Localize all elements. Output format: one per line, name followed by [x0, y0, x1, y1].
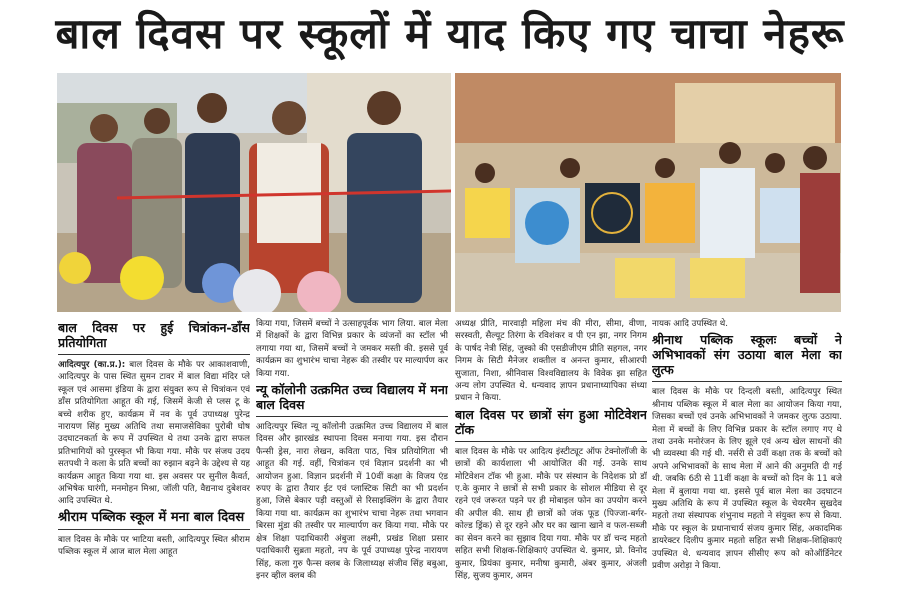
article-text: अध्यक्ष प्रीति, मारवाड़ी महिला मंच की मीरा, सीमा, वीणा, सरस्वती, सैल्यूट तिरंगा के रविशंकर व पी एन झा, नगर निगम के पार्षद नेत्री सिंह, जुस्को की एसडीजीएम प्रीति सहगल, नगर निगम के सिटी मैनेजर शक्तील व अनन्त कुमार, सीआरपी सुजाता, निशा, श्रीनिवास विश्वविद्यालय के विवेक झा सहित अन्य लोग उपस्थित थे. धन्यवाद ज्ञापन प्रधानाध्यापिका संध्या प्रधान ने किया. — [455, 319, 647, 404]
article-text: बाल दिवस के मौके पर दिन्दली बस्ती, आदित्यपुर स्थित श्रीनाथ पब्लिक स्कूल में बाल मेला का आयोजन किया गया, जिसका बच्चों एवं उनके अभिभावकों ने जमकर लुत्फ उठाया. मेला में बच्चों के लिए विभिन्न प्रकार के स्टॉल लगाए गए थे तथा उनके मनोरंजन के लिए झूले एवं अन्य खेल साधनों की भी व्यवस्था की गई थी. नर्सरी से उवीं कक्षा तक के बच्चों को अपने अभिभावकों के साथ मेला में आने की अनुमति दी गई थी. जबकि 6ठी से 11वीं कक्षा के बच्चों को दिन के 11 बजे मेला में बुलाया गया था. इससे पूर्व बाल मेला का उदघाटन मुख्य अतिथि के रूप में उपस्थित स्कूल के चेयरमैन सुखदेव महतो तथा संस्थापक शंभुनाथ महतो ने संयुक्त रूप से किया. मौके पर स्कूल के प्रधानाचार्य संजय कुमार सिंह, अकादमिक डायरेक्टर दिलीप कुमार महतो सहित सभी शिक्षक-शिक्षिकाएं उपस्थित थे. धन्यवाद ज्ञापन सीसीए रूप को कोऑर्डिनेटर प्रवीण अरोड़ा ने किया. — [652, 387, 842, 572]
divider — [455, 441, 647, 442]
article-heading: श्रीनाथ पब्लिक स्कूलः बच्चों ने अभिभावकों संग उठाया बाल मेला का लुत्फ — [652, 332, 842, 378]
article-text: नायक आदि उपस्थित थे. — [652, 319, 728, 329]
article-heading: बाल दिवस पर हुई चित्रांकन-डाँस प्रतियोगिता — [58, 320, 250, 350]
column-1 — [58, 318, 250, 598]
article-text: बाल दिवस के मौके पर आदित्य इंस्टीट्यूट ऑफ टेक्नोलॉजी के छात्रों की कार्यशाला भी आयोजित की गई. उनके साथ मोटिवेशन टॉक भी हुआ. मौके पर संस्थान के निदेशक प्रो डॉ ए.के कुमार ने छात्रों से सभी प्रकार के सोशल मीडिया से दूर रहने एवं जरूरत पड़ने पर ही मोबाइल फोन का उपयोग करने की अपील की. साथ ही छात्रों को जंक फूड (पिज्जा-बर्गर-कोल्ड ड्रिंक) से दूर रहने और घर का खाना खाने व फल-सब्जी का सेवन करने का सुझाव दिया गया. मौके पर डॉ चन्द महतो सहित सभी शिक्षक-शिक्षिकाएं उपस्थित थे. कुमार, प्रो. विनोद कुमार, प्रियंका कुमार, मनीषा कुमारी, अंबर कुमार, अंजली सिंह, सुजय कुमार, अमन — [455, 446, 647, 581]
column-2 — [256, 318, 448, 598]
article-text: बाल दिवस के मौके पर आकाशवाणी, आदित्यपुर के पास स्थित सुमन टावर में बाल विद्या मंदिर प्ले स्कूल एवं आसमा इंडिया के द्वारा संयुक्त रूप से चित्रांकन एवं डाँस प्रतियोगिता आहूत की गई, जिसमें केजी से प्लस टू के बच्चे शरीक हुए, कार्यक्रम में नव के पूर्व उपाध्यक्ष पुरेन्द्र नारायण सिंह मुख्य अतिथि तथा समाजसेविका पुरोबी घोष उदघाटनकर्ता के रूप में उपस्थित थे तथा उनके द्वारा सफल प्रतिभागियों को पुरस्कृत भी किया गया. मौके पर संजय उदय सतपथी ने कला के प्रति बच्चों का रुझान बढ़ने के उद्देश्य से यह कार्यक्रम आहूत किया गया था. इस अवसर पर सुनील कैवर्त, अभिषेक घारंगी, मनमोहन मिश्रा, जॉली पति, वैद्यनाथ दुबेशवर आदि उपस्थित थे. — [58, 360, 250, 507]
divider — [58, 354, 250, 355]
article-heading: न्यू कॉलोनी उत्क्रमित उच्च विद्यालय में मना बाल दिवस — [256, 382, 448, 413]
children-posters-illustration — [455, 73, 841, 312]
article-heading: श्रीराम पब्लिक स्कूल में मना बाल दिवस — [58, 509, 245, 525]
article-text: किया गया, जिसमें बच्चों ने उत्साहपूर्वक भाग लिया. बाल मेला में शिक्षकों के द्वारा विभिन्न प्रकार के व्यंजनों का स्टॉल भी लगाया गया था, जिसमें बच्चों ने जमकर मस्ती की. इससे पूर्व कार्यक्रम का शुभारंभ चाचा नेहरू की तस्वीर पर माल्यार्पण कर किया गया. — [256, 319, 448, 379]
headline: बाल दिवस पर स्कूलों में याद किए गए चाचा नेहरू — [55, 9, 845, 58]
article-text: आदित्यपुर स्थित न्यू कॉलोनी उत्क्रमित उच्च विद्यालय में बाल दिवस और झारखंड स्थापना दिवस मनाया गया. इस दौरान फैन्सी ड्रेस, नारा लेखन, कविता पाठ, चित्र प्रतियोगिता भी आहूत की गई. वहीं, चित्रांकन एवं विज्ञान प्रदर्शनी का भी आयोजन हुआ. विज्ञान प्रदर्शनी में 10वीं कक्षा के विजय एंड रुपए के द्वारा तैयार ईट एवं प्लास्टिक सिटी का भी प्रदर्शन हुआ, जिसे बेकार पड़ी वस्तुओं से रिसाइक्लिंग के द्वारा तैयार किया गया था. कार्यक्रम का शुभारंभ चाचा नेहरू तथा भगवान बिरसा मुंडा की तस्वीर पर माल्यार्पण कर किया गया. मौके पर क्षेत्र शिक्षा पदाधिकारी अंबुजा लक्ष्मी, प्रखंड शिक्षा प्रसार पदाधिकारी सुब्रता महतो, नप के पूर्व उपाध्यक्ष पुरेन्द्र नारायण सिंह, कला गुरु फैन्स क्लब के जिलाध्यक्ष संजीव सिंह बबुआ, इनर व्हील क्लब की — [256, 422, 448, 581]
divider — [58, 529, 250, 530]
article-text: बाल दिवस के मौके पर भाटिया बस्ती, आदित्यपुर स्थित श्रीराम पब्लिक स्कूल में आज बाल मेला आहूत — [58, 534, 250, 558]
divider — [256, 416, 448, 417]
dateline: आदित्यपुर (का.प्र.): — [58, 360, 126, 370]
article-heading: बाल दिवस पर छात्रों संग हुआ मोटिवेशन टॉक — [455, 406, 647, 437]
column-4 — [652, 318, 842, 598]
ribbon-cutting-illustration — [57, 73, 451, 312]
children-drawings-photo — [455, 73, 841, 312]
inauguration-photo — [57, 73, 451, 312]
divider — [652, 381, 842, 382]
article-body — [58, 359, 250, 508]
column-3 — [455, 318, 647, 598]
